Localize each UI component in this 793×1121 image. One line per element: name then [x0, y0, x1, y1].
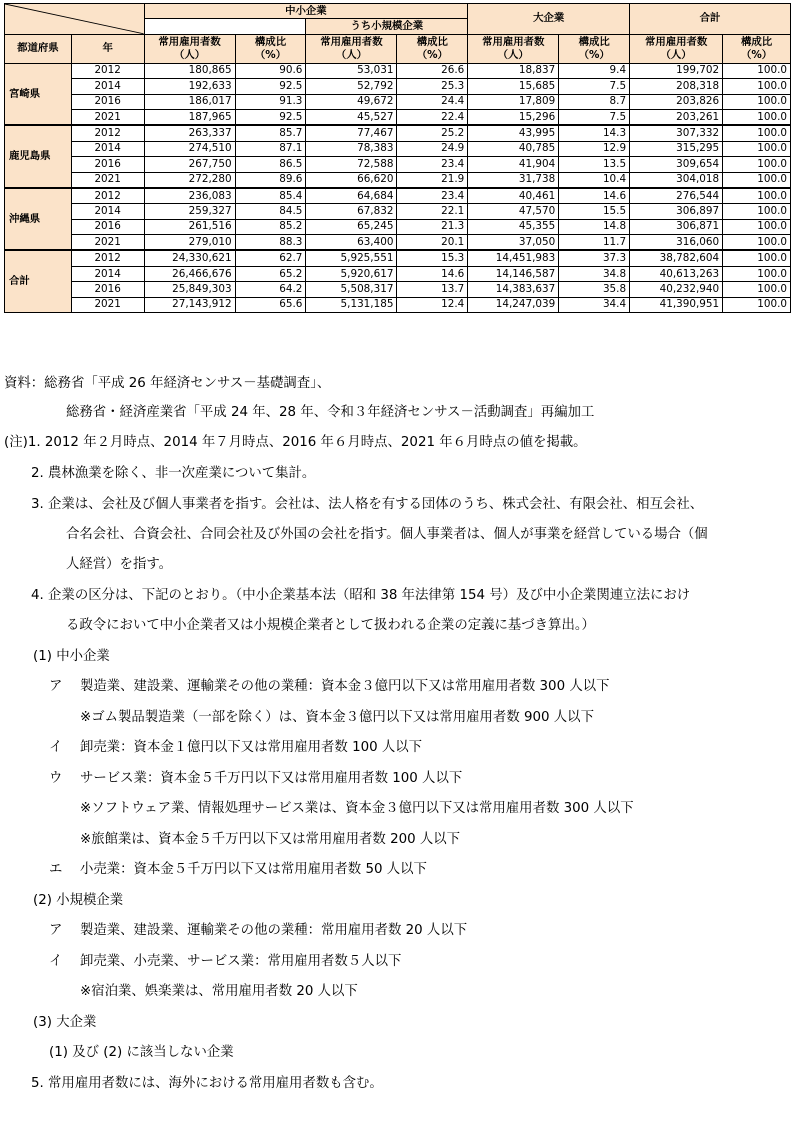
- note-5: 5. 常用雇用者数には、海外における常用雇用者数も含む。: [31, 1076, 383, 1091]
- value-cell: 92.5: [235, 79, 306, 94]
- value-cell: 100.0: [723, 79, 791, 94]
- value-cell: 100.0: [723, 94, 791, 109]
- year-cell: 2014: [71, 204, 144, 219]
- year-cell: 2014: [71, 266, 144, 281]
- value-cell: 27,143,912: [144, 297, 235, 312]
- value-cell: 315,295: [630, 141, 723, 156]
- value-cell: 12.9: [559, 141, 630, 156]
- header-year: 年: [71, 34, 144, 63]
- section-1-c-note-2: ※旅館業は、資本金５千万円以下又は常用雇用者数 200 人以下: [80, 832, 461, 847]
- value-cell: 52,792: [306, 79, 397, 94]
- value-cell: 24.4: [397, 94, 468, 109]
- value-cell: 100.0: [723, 188, 791, 204]
- value-cell: 100.0: [723, 172, 791, 188]
- value-cell: 34.4: [559, 297, 630, 312]
- value-cell: 100.0: [723, 141, 791, 156]
- value-cell: 37,050: [468, 235, 559, 251]
- value-cell: 9.4: [559, 63, 630, 78]
- value-cell: 35.8: [559, 282, 630, 297]
- section-2-b-key: イ: [49, 954, 63, 969]
- value-cell: 77,467: [306, 125, 397, 141]
- value-cell: 86.5: [235, 157, 306, 172]
- value-cell: 307,332: [630, 125, 723, 141]
- value-cell: 100.0: [723, 204, 791, 219]
- section-1-d: 小売業：資本金５千万円以下又は常用雇用者数 50 人以下: [80, 862, 427, 877]
- value-cell: 261,516: [144, 219, 235, 234]
- value-cell: 45,355: [468, 219, 559, 234]
- table-row: [5, 297, 791, 312]
- value-cell: 34.8: [559, 266, 630, 281]
- value-cell: 8.7: [559, 94, 630, 109]
- note-4-line-1: 4. 企業の区分は、下記のとおり。（中小企業基本法（昭和 38 年法律第 154 号）及び中小企業関連立法におけ: [31, 588, 691, 603]
- header-sme-spacer: [144, 19, 306, 34]
- value-cell: 100.0: [723, 282, 791, 297]
- value-cell: 40,785: [468, 141, 559, 156]
- value-cell: 309,654: [630, 157, 723, 172]
- section-1-b: 卸売業：資本金１億円以下又は常用雇用者数 100 人以下: [80, 740, 423, 755]
- value-cell: 49,672: [306, 94, 397, 109]
- table-row: [5, 157, 791, 172]
- section-1-a-key: ア: [49, 679, 63, 694]
- value-cell: 10.4: [559, 172, 630, 188]
- value-cell: 5,131,185: [306, 297, 397, 312]
- year-cell: 2016: [71, 94, 144, 109]
- section-1-d-key: エ: [49, 862, 63, 877]
- value-cell: 26,466,676: [144, 266, 235, 281]
- value-cell: 100.0: [723, 266, 791, 281]
- table-row: [5, 204, 791, 219]
- table-row: [5, 125, 791, 141]
- year-cell: 2012: [71, 250, 144, 266]
- year-cell: 2016: [71, 219, 144, 234]
- table-row: [5, 266, 791, 281]
- value-cell: 5,508,317: [306, 282, 397, 297]
- value-cell: 192,633: [144, 79, 235, 94]
- value-cell: 65.6: [235, 297, 306, 312]
- value-cell: 21.9: [397, 172, 468, 188]
- value-cell: 180,865: [144, 63, 235, 78]
- year-cell: 2021: [71, 172, 144, 188]
- value-cell: 38,782,604: [630, 250, 723, 266]
- prefecture-cell: 鹿児島県: [5, 125, 72, 188]
- value-cell: 208,318: [630, 79, 723, 94]
- table-row: [5, 63, 791, 78]
- value-cell: 25,849,303: [144, 282, 235, 297]
- header-ratio-small: 構成比 （%）: [397, 34, 468, 63]
- value-cell: 17,809: [468, 94, 559, 109]
- value-cell: 63,400: [306, 235, 397, 251]
- table-row: [5, 172, 791, 188]
- section-3-a: (1) 及び (2) に該当しない企業: [49, 1045, 234, 1060]
- value-cell: 65.2: [235, 266, 306, 281]
- value-cell: 304,018: [630, 172, 723, 188]
- value-cell: 14.6: [397, 266, 468, 281]
- value-cell: 90.6: [235, 63, 306, 78]
- section-2-heading: (2) 小規模企業: [33, 893, 124, 908]
- value-cell: 87.1: [235, 141, 306, 156]
- value-cell: 15,296: [468, 109, 559, 125]
- table-row: [5, 250, 791, 266]
- value-cell: 316,060: [630, 235, 723, 251]
- value-cell: 13.5: [559, 157, 630, 172]
- value-cell: 24.9: [397, 141, 468, 156]
- value-cell: 15.3: [397, 250, 468, 266]
- header-ratio-total: 構成比 （%）: [723, 34, 791, 63]
- value-cell: 53,031: [306, 63, 397, 78]
- value-cell: 279,010: [144, 235, 235, 251]
- value-cell: 12.4: [397, 297, 468, 312]
- section-1-heading: (1) 中小企業: [33, 649, 110, 664]
- header-employees-small: 常用雇用者数 （人）: [306, 34, 397, 63]
- value-cell: 62.7: [235, 250, 306, 266]
- section-2-a-key: ア: [49, 923, 63, 938]
- value-cell: 259,327: [144, 204, 235, 219]
- value-cell: 41,390,951: [630, 297, 723, 312]
- value-cell: 14,451,983: [468, 250, 559, 266]
- year-cell: 2012: [71, 63, 144, 78]
- value-cell: 14,146,587: [468, 266, 559, 281]
- section-1-a: 製造業、建設業、運輸業その他の業種：資本金３億円以下又は常用雇用者数 300 人以下: [80, 679, 610, 694]
- value-cell: 25.2: [397, 125, 468, 141]
- value-cell: 100.0: [723, 125, 791, 141]
- prefecture-cell: 合計: [5, 250, 72, 312]
- note-4-line-2: る政令において中小企業者又は小規模企業者として扱われる企業の定義に基づき算出。）: [66, 618, 595, 633]
- value-cell: 92.5: [235, 109, 306, 125]
- section-1-c: サービス業：資本金５千万円以下又は常用雇用者数 100 人以下: [80, 771, 463, 786]
- value-cell: 64,684: [306, 188, 397, 204]
- value-cell: 40,461: [468, 188, 559, 204]
- header-sme: 中小企業: [144, 4, 468, 19]
- section-2-a: 製造業、建設業、運輸業その他の業種：常用雇用者数 20 人以下: [80, 923, 468, 938]
- value-cell: 14,383,637: [468, 282, 559, 297]
- value-cell: 100.0: [723, 297, 791, 312]
- value-cell: 203,826: [630, 94, 723, 109]
- header-total: 合計: [630, 4, 791, 35]
- value-cell: 40,613,263: [630, 266, 723, 281]
- section-3-heading: (3) 大企業: [33, 1015, 97, 1030]
- table-row: [5, 141, 791, 156]
- value-cell: 22.1: [397, 204, 468, 219]
- year-cell: 2021: [71, 297, 144, 312]
- value-cell: 31,738: [468, 172, 559, 188]
- header-prefecture: 都道府県: [5, 34, 72, 63]
- value-cell: 100.0: [723, 219, 791, 234]
- header-employees-total: 常用雇用者数 （人）: [630, 34, 723, 63]
- value-cell: 306,897: [630, 204, 723, 219]
- section-2-b: 卸売業、小売業、サービス業：常用雇用者数５人以下: [80, 954, 402, 969]
- table-row: [5, 219, 791, 234]
- table-row: [5, 94, 791, 109]
- value-cell: 23.4: [397, 188, 468, 204]
- value-cell: 14.8: [559, 219, 630, 234]
- value-cell: 203,261: [630, 109, 723, 125]
- value-cell: 26.6: [397, 63, 468, 78]
- value-cell: 186,017: [144, 94, 235, 109]
- section-1-c-key: ウ: [49, 771, 63, 786]
- value-cell: 45,527: [306, 109, 397, 125]
- value-cell: 24,330,621: [144, 250, 235, 266]
- note-1: (注)1. 2012 年２月時点、2014 年７月時点、2016 年６月時点、2021 年６月時点の値を掲載。: [4, 435, 587, 450]
- value-cell: 78,383: [306, 141, 397, 156]
- value-cell: 7.5: [559, 79, 630, 94]
- value-cell: 199,702: [630, 63, 723, 78]
- value-cell: 20.1: [397, 235, 468, 251]
- value-cell: 47,570: [468, 204, 559, 219]
- value-cell: 72,588: [306, 157, 397, 172]
- value-cell: 40,232,940: [630, 282, 723, 297]
- value-cell: 85.7: [235, 125, 306, 141]
- value-cell: 100.0: [723, 235, 791, 251]
- section-1-a-note: ※ゴム製品製造業（一部を除く）は、資本金３億円以下又は常用雇用者数 900 人以下: [80, 710, 594, 725]
- year-cell: 2021: [71, 235, 144, 251]
- year-cell: 2014: [71, 79, 144, 94]
- value-cell: 23.4: [397, 157, 468, 172]
- value-cell: 100.0: [723, 109, 791, 125]
- value-cell: 11.7: [559, 235, 630, 251]
- value-cell: 25.3: [397, 79, 468, 94]
- header-corner-diagonal: [5, 4, 145, 35]
- table-row: [5, 79, 791, 94]
- value-cell: 272,280: [144, 172, 235, 188]
- section-2-b-note: ※宿泊業、娯楽業は、常用雇用者数 20 人以下: [80, 984, 358, 999]
- year-cell: 2016: [71, 157, 144, 172]
- value-cell: 236,083: [144, 188, 235, 204]
- value-cell: 15.5: [559, 204, 630, 219]
- value-cell: 14,247,039: [468, 297, 559, 312]
- value-cell: 84.5: [235, 204, 306, 219]
- value-cell: 306,871: [630, 219, 723, 234]
- value-cell: 41,904: [468, 157, 559, 172]
- table-row: [5, 282, 791, 297]
- value-cell: 263,337: [144, 125, 235, 141]
- header-ratio-large: 構成比 （%）: [559, 34, 630, 63]
- table-row: [5, 188, 791, 204]
- year-cell: 2021: [71, 109, 144, 125]
- value-cell: 89.6: [235, 172, 306, 188]
- year-cell: 2014: [71, 141, 144, 156]
- value-cell: 85.4: [235, 188, 306, 204]
- header-small: うち小規模企業: [306, 19, 468, 34]
- year-cell: 2016: [71, 282, 144, 297]
- value-cell: 5,920,617: [306, 266, 397, 281]
- note-3-line-3: 人経営）を指す。: [66, 557, 173, 572]
- value-cell: 37.3: [559, 250, 630, 266]
- value-cell: 276,544: [630, 188, 723, 204]
- value-cell: 67,832: [306, 204, 397, 219]
- value-cell: 14.3: [559, 125, 630, 141]
- value-cell: 100.0: [723, 250, 791, 266]
- section-1-c-note-1: ※ソフトウェア業、情報処理サービス業は、資本金３億円以下又は常用雇用者数 300 人以下: [80, 801, 634, 816]
- value-cell: 100.0: [723, 157, 791, 172]
- value-cell: 21.3: [397, 219, 468, 234]
- note-3-line-1: 3. 企業は、会社及び個人事業者を指す。会社は、法人格を有する団体のうち、株式会社、有限会社、相互会社、: [31, 497, 704, 512]
- header-large: 大企業: [468, 4, 630, 35]
- section-1-b-key: イ: [49, 740, 63, 755]
- source-line-2: 総務省・経済産業省「平成 24 年、28 年、令和３年経済センサス－活動調査」再編加工: [66, 405, 595, 420]
- table-row: [5, 235, 791, 251]
- value-cell: 187,965: [144, 109, 235, 125]
- value-cell: 100.0: [723, 63, 791, 78]
- value-cell: 66,620: [306, 172, 397, 188]
- value-cell: 14.6: [559, 188, 630, 204]
- value-cell: 43,995: [468, 125, 559, 141]
- note-3-line-2: 合名会社、合資会社、合同会社及び外国の会社を指す。個人事業者は、個人が事業を経営している場合（個: [66, 527, 708, 542]
- value-cell: 85.2: [235, 219, 306, 234]
- value-cell: 18,837: [468, 63, 559, 78]
- table-body: [5, 63, 791, 312]
- note-2: 2. 農林漁業を除く、非一次産業について集計。: [31, 466, 316, 481]
- year-cell: 2012: [71, 188, 144, 204]
- value-cell: 88.3: [235, 235, 306, 251]
- value-cell: 15,685: [468, 79, 559, 94]
- value-cell: 13.7: [397, 282, 468, 297]
- source-line-1: 資料：総務省「平成 26 年経済センサス－基礎調査」、: [4, 376, 331, 391]
- value-cell: 5,925,551: [306, 250, 397, 266]
- prefecture-cell: 沖縄県: [5, 188, 72, 251]
- header-employees-sme: 常用雇用者数 （人）: [144, 34, 235, 63]
- table-row: [5, 109, 791, 125]
- value-cell: 64.2: [235, 282, 306, 297]
- header-ratio-sme: 構成比 （%）: [235, 34, 306, 63]
- year-cell: 2012: [71, 125, 144, 141]
- prefecture-cell: 宮崎県: [5, 63, 72, 125]
- employment-table: [4, 3, 791, 313]
- value-cell: 22.4: [397, 109, 468, 125]
- value-cell: 274,510: [144, 141, 235, 156]
- value-cell: 91.3: [235, 94, 306, 109]
- value-cell: 7.5: [559, 109, 630, 125]
- value-cell: 65,245: [306, 219, 397, 234]
- header-employees-large: 常用雇用者数 （人）: [468, 34, 559, 63]
- value-cell: 267,750: [144, 157, 235, 172]
